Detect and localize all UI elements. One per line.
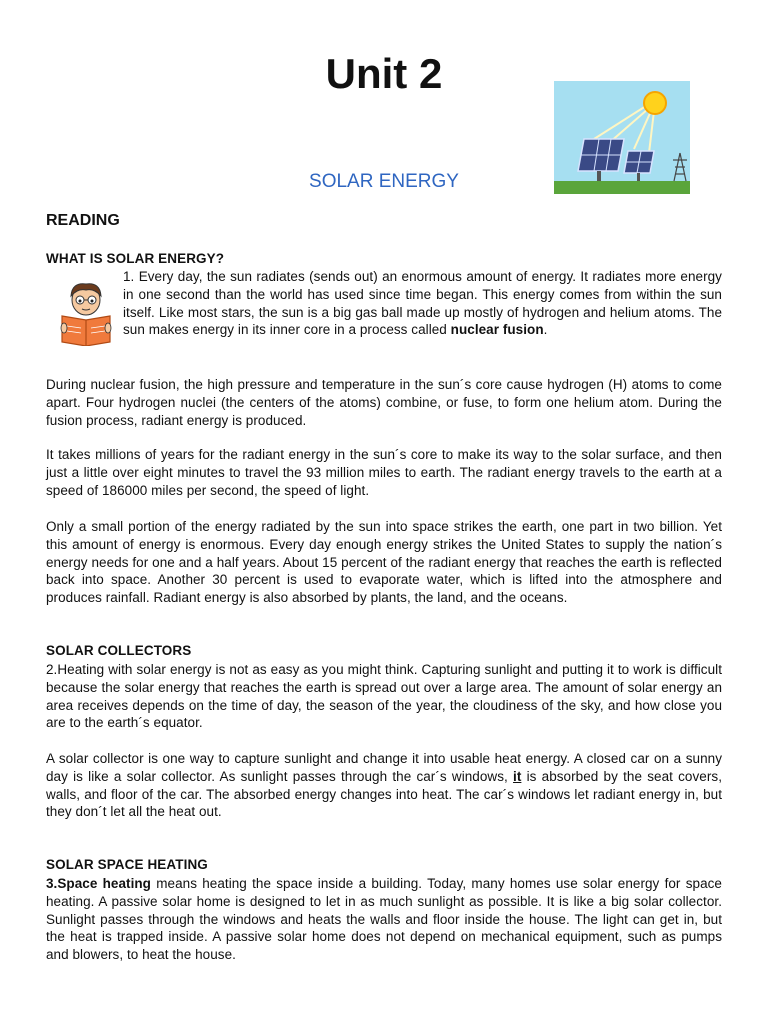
collectors-paragraph-2 — [46, 750, 722, 821]
heading-solar-collectors: SOLAR COLLECTORS — [46, 643, 192, 658]
keyword-nuclear-fusion: nuclear fusion — [450, 322, 544, 338]
collectors-paragraph-2-text: A solar collector is one way to capture sunlight and change it into usable heat energy. A closed car on a sunny day is like a solar collector. As sunlight passes through the car´s windows, — [46, 751, 722, 784]
paragraph-4-block — [46, 518, 722, 607]
collectors-paragraph-1: 2.Heating with solar energy is not as easy as you might think. Capturing sunlight and putting it to work is difficult because the solar energy that reaches the earth is spread out over a large area. The amount of solar energy an area receives depends on the time of day, the season of the year, the cloudiness of the sky, and how close you are to the earth´s equator. — [46, 662, 722, 731]
section-heading-reading: READING — [46, 212, 120, 229]
paragraph-1-end: . — [543, 322, 548, 338]
heading-what-is-solar-energy: WHAT IS SOLAR ENERGY? — [46, 251, 225, 266]
paragraph-2: During nuclear fusion, the high pressure and temperature in the sun´s core cause hydrogen (H) atoms to come apart. Four hydrogen nuclei (the centers of the atoms) combine, or fuse, to form one helium atom. During the fusion process, radiant energy is produced. — [46, 377, 722, 428]
paragraph-1-text: 1. Every day, the sun radiates (sends out) an enormous amount of energy. It radiates more energy in one second than the world has used since time began. This energy comes from within the sun itself. Like most stars, the sun is a big gas ball made up mostly of hydrogen and helium atoms. The sun makes energy in its inner core in a process called — [123, 269, 722, 338]
paragraph-1 — [123, 268, 722, 339]
document-subtitle: SOLAR ENERGY — [309, 171, 459, 192]
unit-title: Unit 2 — [325, 50, 443, 97]
collectors-section — [46, 642, 722, 732]
paragraph-2-block — [46, 376, 722, 429]
collectors-paragraph-2-block — [46, 750, 722, 821]
what-is-heading-block — [46, 250, 722, 268]
sun-icon — [644, 92, 666, 114]
space-heating-section — [46, 856, 722, 964]
paragraph-3-block — [46, 446, 722, 499]
reading-boy-icon — [58, 280, 114, 346]
keyword-it: it — [513, 768, 522, 784]
keyword-space-heating: 3.Space heating — [46, 876, 151, 891]
space-heating-paragraph — [46, 875, 722, 964]
heading-solar-space-heating: SOLAR SPACE HEATING — [46, 857, 208, 872]
paragraph-4: Only a small portion of the energy radiated by the sun into space strikes the earth, one part in two billion. Yet this amount of energy is enormous. Every day enough energy strikes the United States to supply the nation´s energy needs for one and a half years. About 15 percent of the radiant energy that reaches the earth is reflected back into space. Another 30 percent is used to evaporate water, which is lifted into the atmosphere and produces rainfall. Radiant energy is also absorbed by plants, the land, and the oceans. — [46, 519, 722, 606]
collectors-paragraph-2-end: is absorbed by the seat covers, walls, and floor of the car. The absorbed energy changes into heat. The car´s windows let radiant energy in, but they don´t let all the heat out. — [46, 768, 722, 820]
paragraph-3: It takes millions of years for the radiant energy in the sun´s core to make its way to the solar surface, and then just a little over eight minutes to travel the 93 million miles to earth. The radiant energy travels to the earth at a speed of 186000 miles per second, the speed of light. — [46, 447, 722, 498]
paragraph-1-block — [123, 268, 722, 339]
space-heating-text: means heating the space inside a building. Today, many homes use solar energy for space heating. A passive solar home is designed to let in as much sunlight as possible. It is like a big solar collector. Sunlight passes through the windows and heats the walls and floor inside the house. The light can get in, but the heat is trapped inside. A passive solar home does not depend on mechanical equipment, such as pumps and blowers, to heat the house. — [46, 876, 722, 963]
